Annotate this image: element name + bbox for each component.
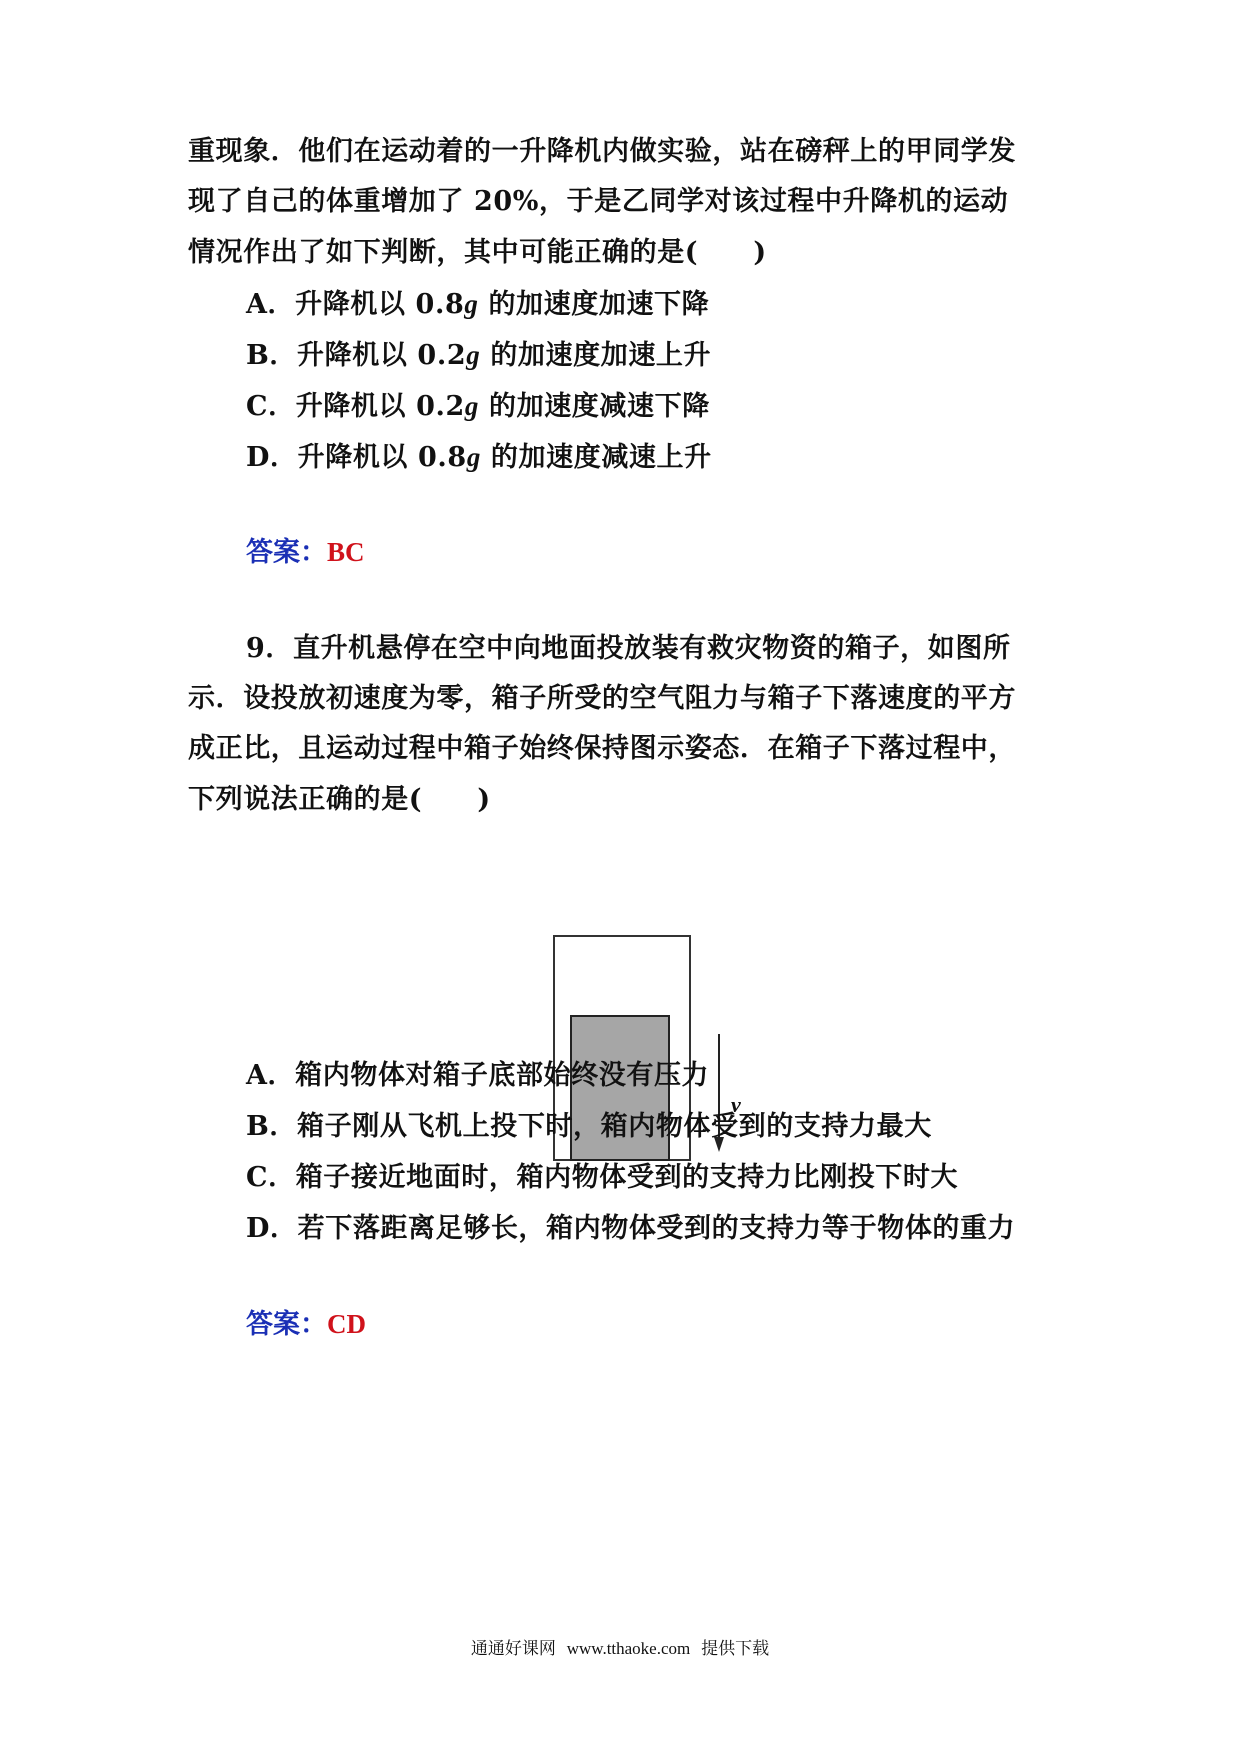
q8-option-a — [246, 286, 709, 323]
option-text-pre: 升降机以 0.8 — [295, 289, 465, 320]
q8-stem-line-1: 重现象．他们在运动着的一升降机内做实验，站在磅秤上的甲同学发 — [188, 136, 1016, 167]
option-g-symbol: g — [466, 340, 481, 370]
q8-stem-line-2: 现了自己的体重增加了 20%，于是乙同学对该过程中升降机的运动 — [188, 186, 1009, 217]
option-letter: B． — [246, 340, 298, 371]
answer-value: CD — [327, 1309, 366, 1339]
option-g-symbol: g — [466, 442, 481, 472]
option-text-post: 的加速度减速上升 — [480, 442, 712, 473]
option-letter: C． — [246, 1162, 296, 1193]
option-text: 箱内物体对箱子底部始终没有压力 — [295, 1060, 710, 1091]
q9-answer — [246, 1306, 366, 1343]
q8-stem-line-3: 情况作出了如下判断，其中可能正确的是( ) — [188, 237, 767, 268]
option-text: 箱子刚从飞机上投下时，箱内物体受到的支持力最大 — [297, 1111, 932, 1142]
option-letter: D． — [246, 1213, 298, 1244]
option-letter: D． — [246, 442, 298, 473]
q9-option-c — [246, 1160, 958, 1196]
answer-label: 答案： — [246, 537, 327, 568]
option-g-symbol: g — [464, 289, 479, 319]
q9-stem-line-1: 9．直升机悬停在空中向地面投放装有救灾物资的箱子，如图所 — [246, 633, 1011, 664]
option-text-post: 的加速度减速下降 — [479, 391, 710, 422]
option-text-pre: 升降机以 0.2 — [297, 340, 467, 371]
option-letter: B． — [246, 1111, 298, 1142]
page-footer — [0, 1637, 1240, 1661]
option-text-post: 的加速度加速下降 — [478, 289, 710, 320]
option-text: 箱子接近地面时，箱内物体受到的支持力比刚投下时大 — [295, 1162, 959, 1193]
q8-option-b — [246, 337, 711, 374]
footer-suffix: 提供下载 — [701, 1639, 770, 1659]
q9-option-b — [246, 1109, 932, 1145]
answer-value: BC — [327, 537, 365, 567]
velocity-label: v — [731, 1092, 741, 1117]
option-letter: A． — [246, 289, 296, 320]
q9-option-a — [246, 1058, 709, 1094]
q8-option-d — [246, 439, 712, 476]
option-g-symbol: g — [464, 391, 479, 421]
q9-stem-line-3: 成正比，且运动过程中箱子始终保持图示姿态．在箱子下落过程中， — [188, 733, 1016, 764]
footer-site-name: 通通好课网 — [470, 1639, 556, 1659]
q9-option-d — [246, 1211, 1015, 1247]
answer-label: 答案： — [246, 1309, 327, 1340]
option-text-post: 的加速度加速上升 — [480, 340, 712, 371]
option-text: 若下落距离足够长，箱内物体受到的支持力等于物体的重力 — [297, 1213, 1016, 1244]
footer-url[interactable]: www.tthaoke.com — [566, 1639, 691, 1658]
q9-stem-line-2: 示．设投放初速度为零，箱子所受的空气阻力与箱子下落速度的平方 — [188, 683, 1016, 714]
option-text-pre: 升降机以 0.8 — [297, 442, 467, 473]
option-text-pre: 升降机以 0.2 — [295, 391, 465, 422]
q8-option-c — [246, 388, 710, 425]
q8-answer — [246, 534, 365, 571]
option-letter: A． — [246, 1060, 296, 1091]
option-letter: C． — [246, 391, 296, 422]
q9-stem-line-4: 下列说法正确的是( ) — [188, 784, 491, 815]
